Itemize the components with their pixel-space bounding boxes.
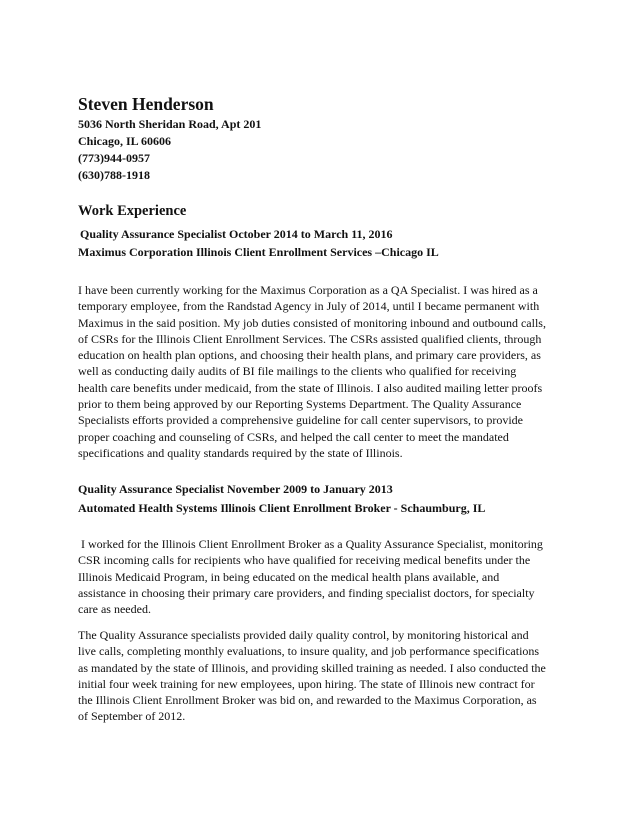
paragraph-line: of September of 2012.	[78, 709, 186, 724]
job-2-position: Quality Assurance Specialist November 2009 to January 2013	[78, 482, 393, 496]
job-1-position: Quality Assurance Specialist October 2014 to March 11, 2016	[80, 227, 393, 241]
paragraph-line: The Quality Assurance specialists provided daily quality control, by monitoring historical and	[78, 628, 529, 642]
paragraph-line: care as needed.	[78, 602, 151, 617]
address-line-2: Chicago, IL 60606	[78, 134, 172, 148]
candidate-name: Steven Henderson	[78, 94, 214, 114]
job-2-description-1	[78, 536, 568, 617]
job-2-description-2	[78, 627, 568, 725]
address-line-1: 5036 North Sheridan Road, Apt 201	[78, 117, 262, 131]
paragraph-line: as mandated by the state of Illinois, and providing skilled training as needed. I also conducted the	[78, 660, 546, 675]
phone-primary: (773)944-0957	[78, 151, 150, 165]
paragraph-line: temporary employee, from the Randstad Agency in July of 2014, until I became permanent with	[78, 299, 540, 314]
paragraph-line: prior to them being approved by our Reporting Systems Department. The Quality Assurance	[78, 397, 522, 412]
paragraph-line: I have been currently working for the Maximus Corporation as a QA Specialist. I was hired as a	[78, 283, 538, 297]
paragraph-line: of CSRs for the Illinois Client Enrollment Services. The CSRs assisted qualified clients, through	[78, 331, 542, 346]
job-1-employer: Maximus Corporation Illinois Client Enrollment Services –Chicago IL	[78, 245, 439, 259]
paragraph-line: CSR incoming calls for recipients who have qualified for receiving medical benefits under the	[78, 553, 531, 568]
paragraph-line: education on health plan options, and choosing their health plans, and primary care providers, as	[78, 348, 541, 363]
work-experience-title: Work Experience	[78, 203, 187, 219]
phone-secondary: (630)788-1918	[78, 168, 150, 182]
contact-block	[78, 116, 261, 184]
paragraph-line: initial four week training for new employees, upon hiring. The state of Illinois new contract for	[78, 676, 535, 691]
job-2-employer: Automated Health Systems Illinois Client Enrollment Broker - Schaumburg, IL	[78, 501, 486, 515]
paragraph-line: specifications and quality standards required by the state of Illinois.	[78, 445, 403, 460]
paragraph-line: the Illinois Client Enrollment Broker was bid on, and rewarded to the Maximus Corporation, as	[78, 693, 537, 708]
paragraph-line: Specialists efforts provided a comprehensive guideline for call center supervisors, to provide	[78, 413, 523, 428]
paragraph-line: live calls, completing monthly evaluations, to insure quality, and job performance specifications	[78, 644, 540, 659]
paragraph-line: I worked for the Illinois Client Enrollment Broker as a Quality Assurance Specialist, monitoring	[81, 537, 543, 551]
job-1-description	[78, 282, 568, 461]
paragraph-line: proper coaching and counseling of CSRs, and helped the call center to meet the mandated	[78, 429, 509, 444]
paragraph-line: well as conducting daily audits of BI file mailings to the clients who qualified for receiving	[78, 364, 517, 379]
paragraph-line: assistance in choosing their primary care providers, and finding specialist doctors, for specialty	[78, 585, 535, 600]
paragraph-line: health care benefits under medicaid, from the state of Illinois. I also audited mailing letter proofs	[78, 380, 543, 395]
paragraph-line: Illinois Medicaid Program, in being educated on the medical health plans available, and	[78, 569, 500, 584]
paragraph-line: Maximus in the said position. My job duties consisted of monitoring inbound and outbound calls,	[78, 315, 546, 330]
